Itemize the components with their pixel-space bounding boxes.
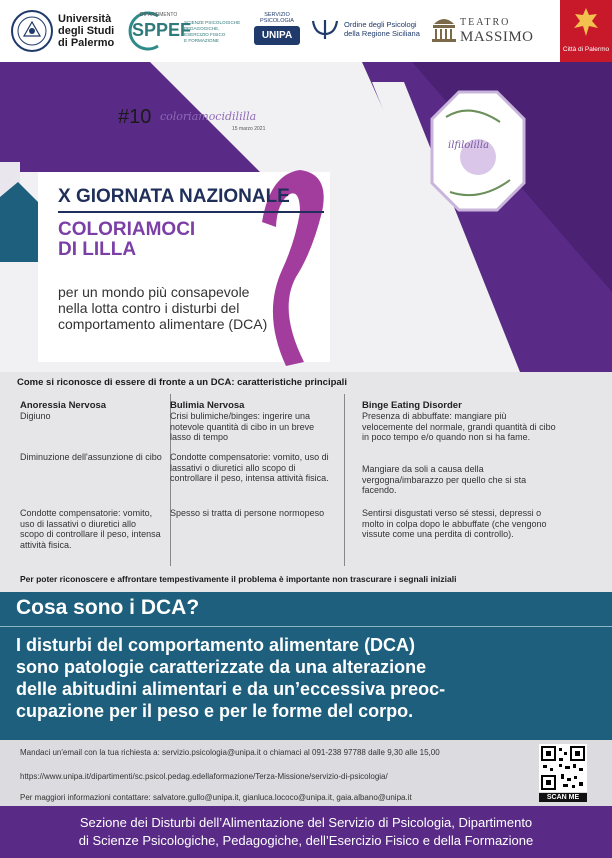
column-bulimia <box>170 400 336 443</box>
dca-line4: cupazione per il peso e per le forme del corpo. <box>16 701 414 721</box>
subtitle-line2: DI LILLA <box>58 239 137 260</box>
footer-text <box>0 814 612 850</box>
anoressia-title: Anoressia Nervosa <box>20 400 107 411</box>
dca-heading: Cosa sono i DCA? <box>16 596 200 619</box>
hero-section <box>0 62 612 372</box>
binge-item-2: Mangiare da soli a causa della vergogna/imbarazzo per quello che si sta facendo. <box>362 464 527 495</box>
ordine-logo-text <box>344 20 420 38</box>
servizio-logo <box>254 12 300 50</box>
title-divider <box>58 211 324 213</box>
dca-divider <box>0 626 612 627</box>
hashtag-number: #10 <box>118 106 152 128</box>
tagline-line3: comportamento alimentare (DCA) <box>58 316 268 332</box>
ordine-line1: Ordine degli Psicologi <box>344 20 417 29</box>
dca-definition <box>16 634 602 722</box>
sppeff-desc-4: E FORMAZIONE <box>184 38 219 43</box>
hero-title: X GIORNATA NAZIONALE <box>58 186 290 207</box>
footer-line1: Sezione dei Disturbi dell’Alimentazione del Servizio di Psicologia, Dipartimento <box>79 815 533 830</box>
sppeff-desc-3: ESERCIZIO FISICO <box>184 32 226 37</box>
teatro-building-icon <box>430 14 458 44</box>
logo-bar <box>0 0 612 62</box>
sppeff-desc-2: PEDAGOGICHE, <box>184 26 220 31</box>
dca-line2: sono patologie caratterizzate da una alterazione <box>16 657 427 677</box>
bulimia-title: Bulimia Nervosa <box>170 400 245 411</box>
contact-emails[interactable]: Per maggiori informazioni contattare: salvatore.gullo@unipa.it, gianluca.lococo@unipa.it, gaia.albano@unipa.it <box>20 793 412 802</box>
contact-website-link[interactable]: https://www.unipa.it/dipartimenti/sc.psicol.pedag.edellaformazione/Terza-Missione/servizio-di-psicologia/ <box>20 772 388 781</box>
unipa-logo-text <box>58 13 114 49</box>
ordine-line2: della Regione Siciliana <box>344 29 420 38</box>
binge-item-3: Sentirsi disgustati verso sé stessi, depressi o molto in colpa dopo le abbuffate (che vengono vissute come una perdita di controllo). <box>362 508 547 539</box>
eagle-icon <box>572 6 600 40</box>
dca-line3: delle abitudini alimentari e da un’eccessiva preoc- <box>16 679 446 699</box>
anoressia-item-2: Diminuzione dell'assunzione di cibo <box>20 452 162 462</box>
unipa-line1: Università <box>58 13 112 25</box>
anoressia-item-3: Condotte compensatorie: vomito, uso di lassativi o diuretici allo scopo di controllare il peso, intensa attività fisica. <box>20 508 161 550</box>
citta-logo <box>560 0 612 62</box>
badge-text: ilfilolilla <box>448 140 490 151</box>
teatro-line2: MASSIMO <box>460 29 534 45</box>
dca-line1: I disturbi del comportamento alimentare (DCA) <box>16 635 416 655</box>
sppeff-desc-1: SCIENZE PSICOLOGICHE <box>184 20 241 25</box>
servizio-line2: PSICOLOGIA <box>260 18 294 24</box>
teatro-line1: TEATRO <box>460 17 511 28</box>
column-binge <box>362 400 558 443</box>
column-divider-2 <box>344 394 345 566</box>
sppeff-letters: SPPEF <box>132 20 192 40</box>
unipa-seal-icon <box>10 8 54 54</box>
contact-email-phone[interactable]: Mandaci un'email con la tua richiesta a: servizio.psicologia@unipa.it o chiamaci al 091-238 97788 dalle 9,30 alle 15,00 <box>20 748 440 757</box>
characteristics-note: Per poter riconoscere e affrontare tempestivamente il problema è importante non trascurare i segnali iniziali <box>20 574 457 584</box>
citta-label: Città di Palermo <box>562 46 610 53</box>
column-anoressia <box>20 400 162 422</box>
sppeff-desc <box>184 20 240 44</box>
bulimia-item-1: Crisi bulimiche/binges: ingerire una notevole quantità di cibo in un breve lasso di tempo <box>170 411 315 442</box>
binge-title: Binge Eating Disorder <box>362 400 462 411</box>
bulimia-item-2: Condotte compensatorie: vomito, uso di lassativi o diuretici allo scopo di controllare il peso, intensa attività fisica. <box>170 452 329 483</box>
servizio-unipa: UNIPA <box>254 26 300 45</box>
hero-subtitle <box>58 220 195 260</box>
teal-notch <box>0 182 38 262</box>
qr-label: SCAN ME <box>539 793 587 802</box>
sppeff-dept-label: DIPARTIMENTO <box>140 12 178 18</box>
characteristics-heading: Come si riconosce di essere di fronte a un DCA: caratteristiche principali <box>17 377 347 388</box>
hashtag-date: 15 marzo 2021 <box>232 126 266 132</box>
tagline-line2: nella lotta contro i disturbi del <box>58 300 240 316</box>
footer-section <box>0 806 612 858</box>
psi-icon <box>310 18 340 40</box>
contacts-section <box>0 740 612 806</box>
servizio-labels <box>254 12 300 24</box>
servizio-line1: SERVIZIO <box>264 12 290 18</box>
characteristics-section <box>0 372 612 592</box>
anoressia-item-1: Digiuno <box>20 411 51 421</box>
footer-line2: di Scienze Psicologiche, Pedagogiche, dell’Esercizio Fisico e della Formazione <box>78 833 534 848</box>
hero-tagline <box>58 284 267 332</box>
subtitle-line1: COLORIAMOCI <box>58 219 196 240</box>
qr-code-icon[interactable] <box>539 744 587 792</box>
unipa-line2: degli Studi <box>58 25 115 37</box>
hashtag-script: coloriamocidililla <box>160 110 257 123</box>
bulimia-item-3: Spesso si tratta di persone normopeso <box>170 508 325 518</box>
dca-section <box>0 592 612 740</box>
unipa-line3: di Palermo <box>58 37 115 49</box>
tagline-line1: per un mondo più consapevole <box>58 284 250 300</box>
binge-item-1: Presenza di abbuffate: mangiare più velocemente del normale, grandi quantità di cibo in poco tempo e/o quando non si ha fame. <box>362 411 556 442</box>
